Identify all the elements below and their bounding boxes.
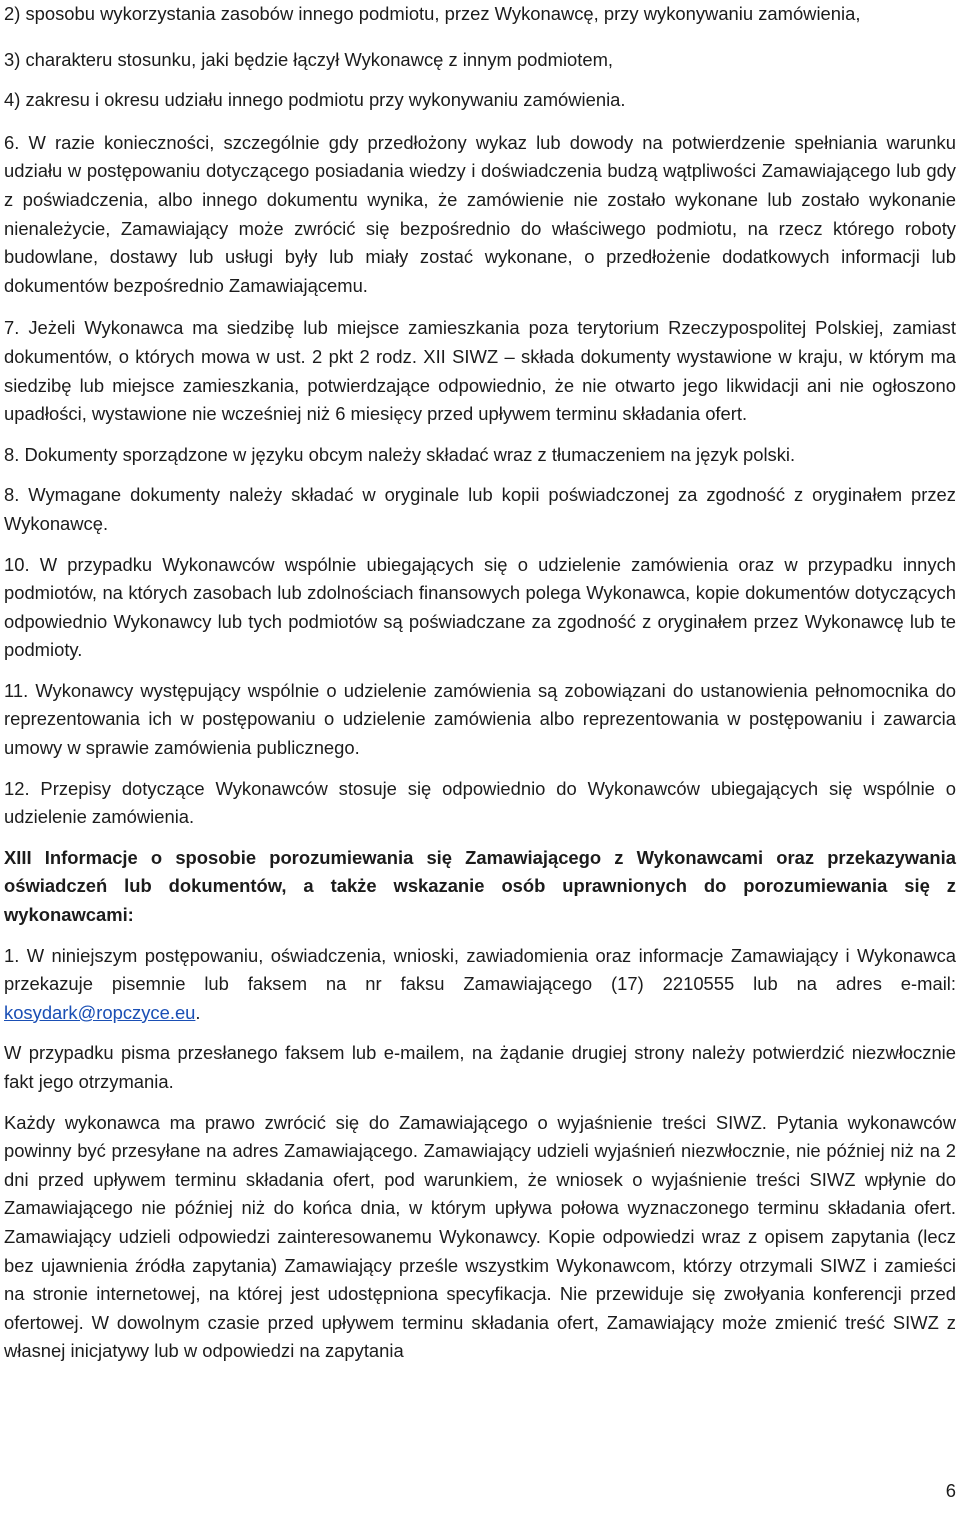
paragraph-xiii-1-text: 1. W niniejszym postępowaniu, oświadczenia, wnioski, zawiadomienia oraz informacje Zamawiający i Wykonawca przekazuje pisemnie lub faksem na nr faksu Zamawiającego (17) 2210555 lub na adres e-mail: bbox=[4, 944, 956, 995]
paragraph-item-8-translation: 8. Dokumenty sporządzone w języku obcym należy składać wraz z tłumaczeniem na język polski. bbox=[4, 443, 796, 465]
document-page bbox=[4, 0, 956, 1366]
paragraph-item-6: 6. W razie konieczności, szczególnie gdy przedłożony wykaz lub dowody na potwierdzenie spełniania warunku udziału w postępowaniu dotyczącego posiadania wiedzy i doświadczenia budzą wątpliwości Zamawiającego lub gdy z poświadczenia, albo innego dokumentu wynika, że zamówienie nie zostało wykonane lub zostało wykonanie nienależycie, Zamawiający może zwrócić się bezpośrednio do właściwego podmiotu, na rzecz którego roboty budowlane, dostawy lub usługi były lub miały zostać wykonane, o przedłożenie dodatkowych informacji lub dokumentów bezpośrednio Zamawiającemu. bbox=[4, 131, 956, 296]
email-link[interactable]: kosydark@ropczyce.eu bbox=[4, 1001, 196, 1023]
paragraph-xiii-questions: Każdy wykonawca ma prawo zwrócić się do Zamawiającego o wyjaśnienie treści SIWZ. Pytania wykonawców powinny być przesyłane na adres Zamawiającego. Zamawiający udzieli wyjaśnień niezwłocznie, nie później niż na 2 dni przed upływem terminu składania ofert, pod warunkiem, że wniosek o wyjaśnienie treści SIWZ wpłynie do Zamawiającego nie później niż do końca dnia, w którym upływa połowa wyznaczonego terminu składania ofert. Zamawiający udzieli odpowiedzi zainteresowanemu Wykonawcy. Kopie odpowiedzi wraz z opisem zapytania (lecz bez ujawnienia źródła zapytania) Zamawiający prześle wszystkim Wykonawcom, którzy otrzymali SIWZ i zamieści na stronie internetowej, na której jest udostępniona specyfikacja. Nie przewiduje się zwołyania konferencji przed ofertowej. W dowolnym czasie przed upływem terminu składania ofert, Zamawiający może zmienić treść SIWZ z własnej inicjatywy lub w odpowiedzi na zapytania bbox=[4, 1111, 956, 1362]
paragraph-item-4: 4) zakresu i okresu udziału innego podmiotu przy wykonywaniu zamówienia. bbox=[4, 89, 626, 111]
paragraph-item-8-originals: 8. Wymagane dokumenty należy składać w oryginale lub kopii poświadczonej za zgodność z oryginałem przez Wykonawcę. bbox=[4, 484, 956, 534]
section-heading-xiii: XIII Informacje o sposobie porozumiewania się Zamawiającego z Wykonawcami oraz przekazywania oświadczeń lub dokumentów, a także wskazanie osób uprawnionych do porozumiewania się z wykonawcami: bbox=[4, 846, 956, 926]
paragraph-item-3: 3) charakteru stosunku, jaki będzie łączył Wykonawcę z innym podmiotem, bbox=[4, 48, 614, 70]
paragraph-item-12: 12. Przepisy dotyczące Wykonawców stosuje się odpowiednio do Wykonawców ubiegających się wspólnie o udzielenie zamówienia. bbox=[4, 777, 956, 828]
paragraph-item-2: 2) sposobu wykorzystania zasobów innego podmiotu, przez Wykonawcę, przy wykonywaniu zamówienia, bbox=[4, 3, 861, 24]
paragraph-item-11: 11. Wykonawcy występujący wspólnie o udzielenie zamówienia są zobowiązani do ustanowienia pełnomocnika do reprezentowania ich w postępowaniu o udzielenie zamówienia albo reprezentowania w postępowaniu i zawarcia umowy w sprawie zamówienia publicznego. bbox=[4, 679, 956, 759]
page-number: 6 bbox=[945, 1480, 956, 1501]
paragraph-xiii-fax-confirmation: W przypadku pisma przesłanego faksem lub e-mailem, na żądanie drugiej strony należy potwierdzić niezwłocznie fakt jego otrzymania. bbox=[4, 1042, 956, 1092]
paragraph-xiii-1-end: . bbox=[195, 1001, 201, 1023]
paragraph-item-10: 10. W przypadku Wykonawców wspólnie ubiegających się o udzielenie zamówienia oraz w przypadku innych podmiotów, na których zasobach lub zdolnościach finansowych polega Wykonawca, kopie dokumentów dotyczących odpowiednio Wykonawcy lub tych podmiotów są poświadczane za zgodność z oryginałem przez Wykonawcę lub te podmioty. bbox=[4, 553, 956, 661]
paragraph-item-7: 7. Jeżeli Wykonawca ma siedzibę lub miejsce zamieszkania poza terytorium Rzeczypospolitej Polskiej, zamiast dokumentów, o których mowa w ust. 2 pkt 2 rodz. XII SIWZ – składa dokumenty wystawione w kraju, w którym ma siedzibę lub miejsce zamieszkania, potwierdzające odpowiednio, że nie otwarto jego likwidacji ani nie ogłoszono upadłości, wystawione nie wcześniej niż 6 miesięcy przed upływem terminu składania ofert. bbox=[4, 317, 956, 425]
paragraph-xiii-1 bbox=[4, 942, 956, 1028]
